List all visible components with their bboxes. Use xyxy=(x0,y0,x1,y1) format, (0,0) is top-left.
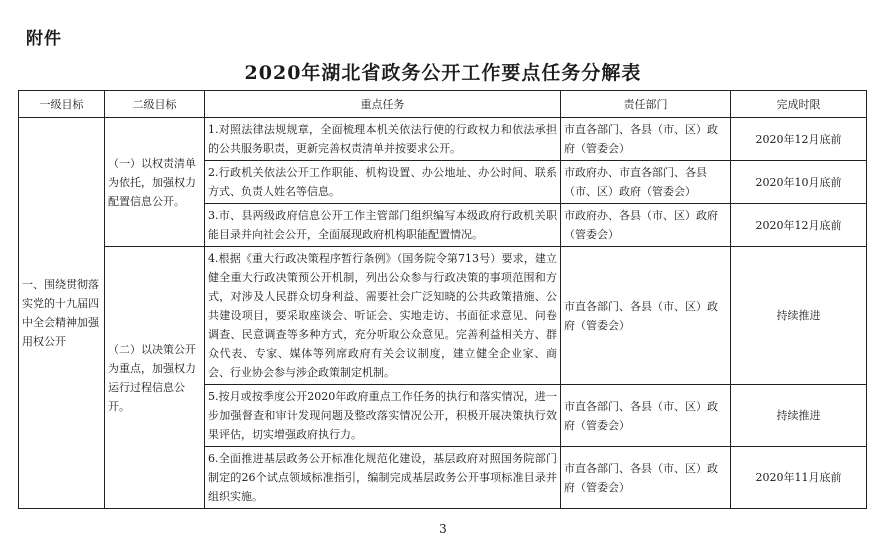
deadline-cell: 2020年11月底前 xyxy=(731,447,867,509)
col-header-level1: 一级目标 xyxy=(19,91,105,118)
table-header-row xyxy=(19,91,867,118)
deadline-cell: 2020年10月底前 xyxy=(731,161,867,204)
dept-cell: 市政府办、各县（市、区）政府（管委会） xyxy=(561,204,731,247)
dept-cell: 市直各部门、各县（市、区）政府（管委会） xyxy=(561,447,731,509)
task-cell: 3.市、县两级政府信息公开工作主管部门组织编写本级政府行政机关职能目录并向社会公开，全面展现政府机构职能配置情况。 xyxy=(205,204,561,247)
level1-goal-cell: 一、围绕贯彻落实党的十九届四中全会精神加强用权公开 xyxy=(19,118,105,509)
dept-cell: 市直各部门、各县（市、区）政府（管委会） xyxy=(561,385,731,447)
page-number: 3 xyxy=(439,522,447,536)
deadline-cell: 2020年12月底前 xyxy=(731,118,867,161)
attachment-label: 附件 xyxy=(26,29,62,49)
deadline-cell: 持续推进 xyxy=(731,247,867,385)
task-cell: 2.行政机关依法公开工作职能、机构设置、办公地址、办公时间、联系方式、负责人姓名等信息。 xyxy=(205,161,561,204)
task-breakdown-table xyxy=(18,90,867,509)
deadline-cell: 2020年12月底前 xyxy=(731,204,867,247)
deadline-cell: 持续推进 xyxy=(731,385,867,447)
task-cell: 6.全面推进基层政务公开标准化规范化建设，基层政府对照国务院部门制定的26个试点领域标准指引，编制完成基层政务公开事项标准目录并组织实施。 xyxy=(205,447,561,509)
col-header-deadline: 完成时限 xyxy=(731,91,867,118)
level2-goal-cell: （一）以权责清单为依托，加强权力配置信息公开。 xyxy=(105,118,205,247)
col-header-dept: 责任部门 xyxy=(561,91,731,118)
col-header-task: 重点任务 xyxy=(205,91,561,118)
col-header-level2: 二级目标 xyxy=(105,91,205,118)
dept-cell: 市直各部门、各县（市、区）政府（管委会） xyxy=(561,247,731,385)
task-cell: 4.根据《重大行政决策程序暂行条例》（国务院令第713号）要求，建立健全重大行政决策预公开机制，列出公众参与行政决策的事项范围和方式，对涉及人民群众切身利益、需要社会广泛知晓的公共政策措施、公共建设项目，要采取座谈会、听证会、实地走访、书面征求意见、问卷调查、民意调查等多种方式，充分听取公众意见。完善利益相关方、群众代表、专家、媒体等列席政府有关会议制度，建立健全企业家、商会、行业协会参与涉企政策制定机制。 xyxy=(205,247,561,385)
document-title: 2020年湖北省政务公开工作要点任务分解表 xyxy=(244,62,642,84)
dept-cell: 市政府办、市直各部门、各县（市、区）政府（管委会） xyxy=(561,161,731,204)
dept-cell: 市直各部门、各县（市、区）政府（管委会） xyxy=(561,118,731,161)
task-cell: 1.对照法律法规规章，全面梳理本机关依法行使的行政权力和依法承担的公共服务职责，更新完善权责清单并按要求公开。 xyxy=(205,118,561,161)
table-row xyxy=(19,247,867,385)
level2-goal-cell: （二）以决策公开为重点，加强权力运行过程信息公开。 xyxy=(105,247,205,509)
table-row xyxy=(19,118,867,161)
task-cell: 5.按月或按季度公开2020年政府重点工作任务的执行和落实情况，进一步加强督查和审计发现问题及整改落实情况公开，积极开展决策执行效果评估，切实增强政府执行力。 xyxy=(205,385,561,447)
